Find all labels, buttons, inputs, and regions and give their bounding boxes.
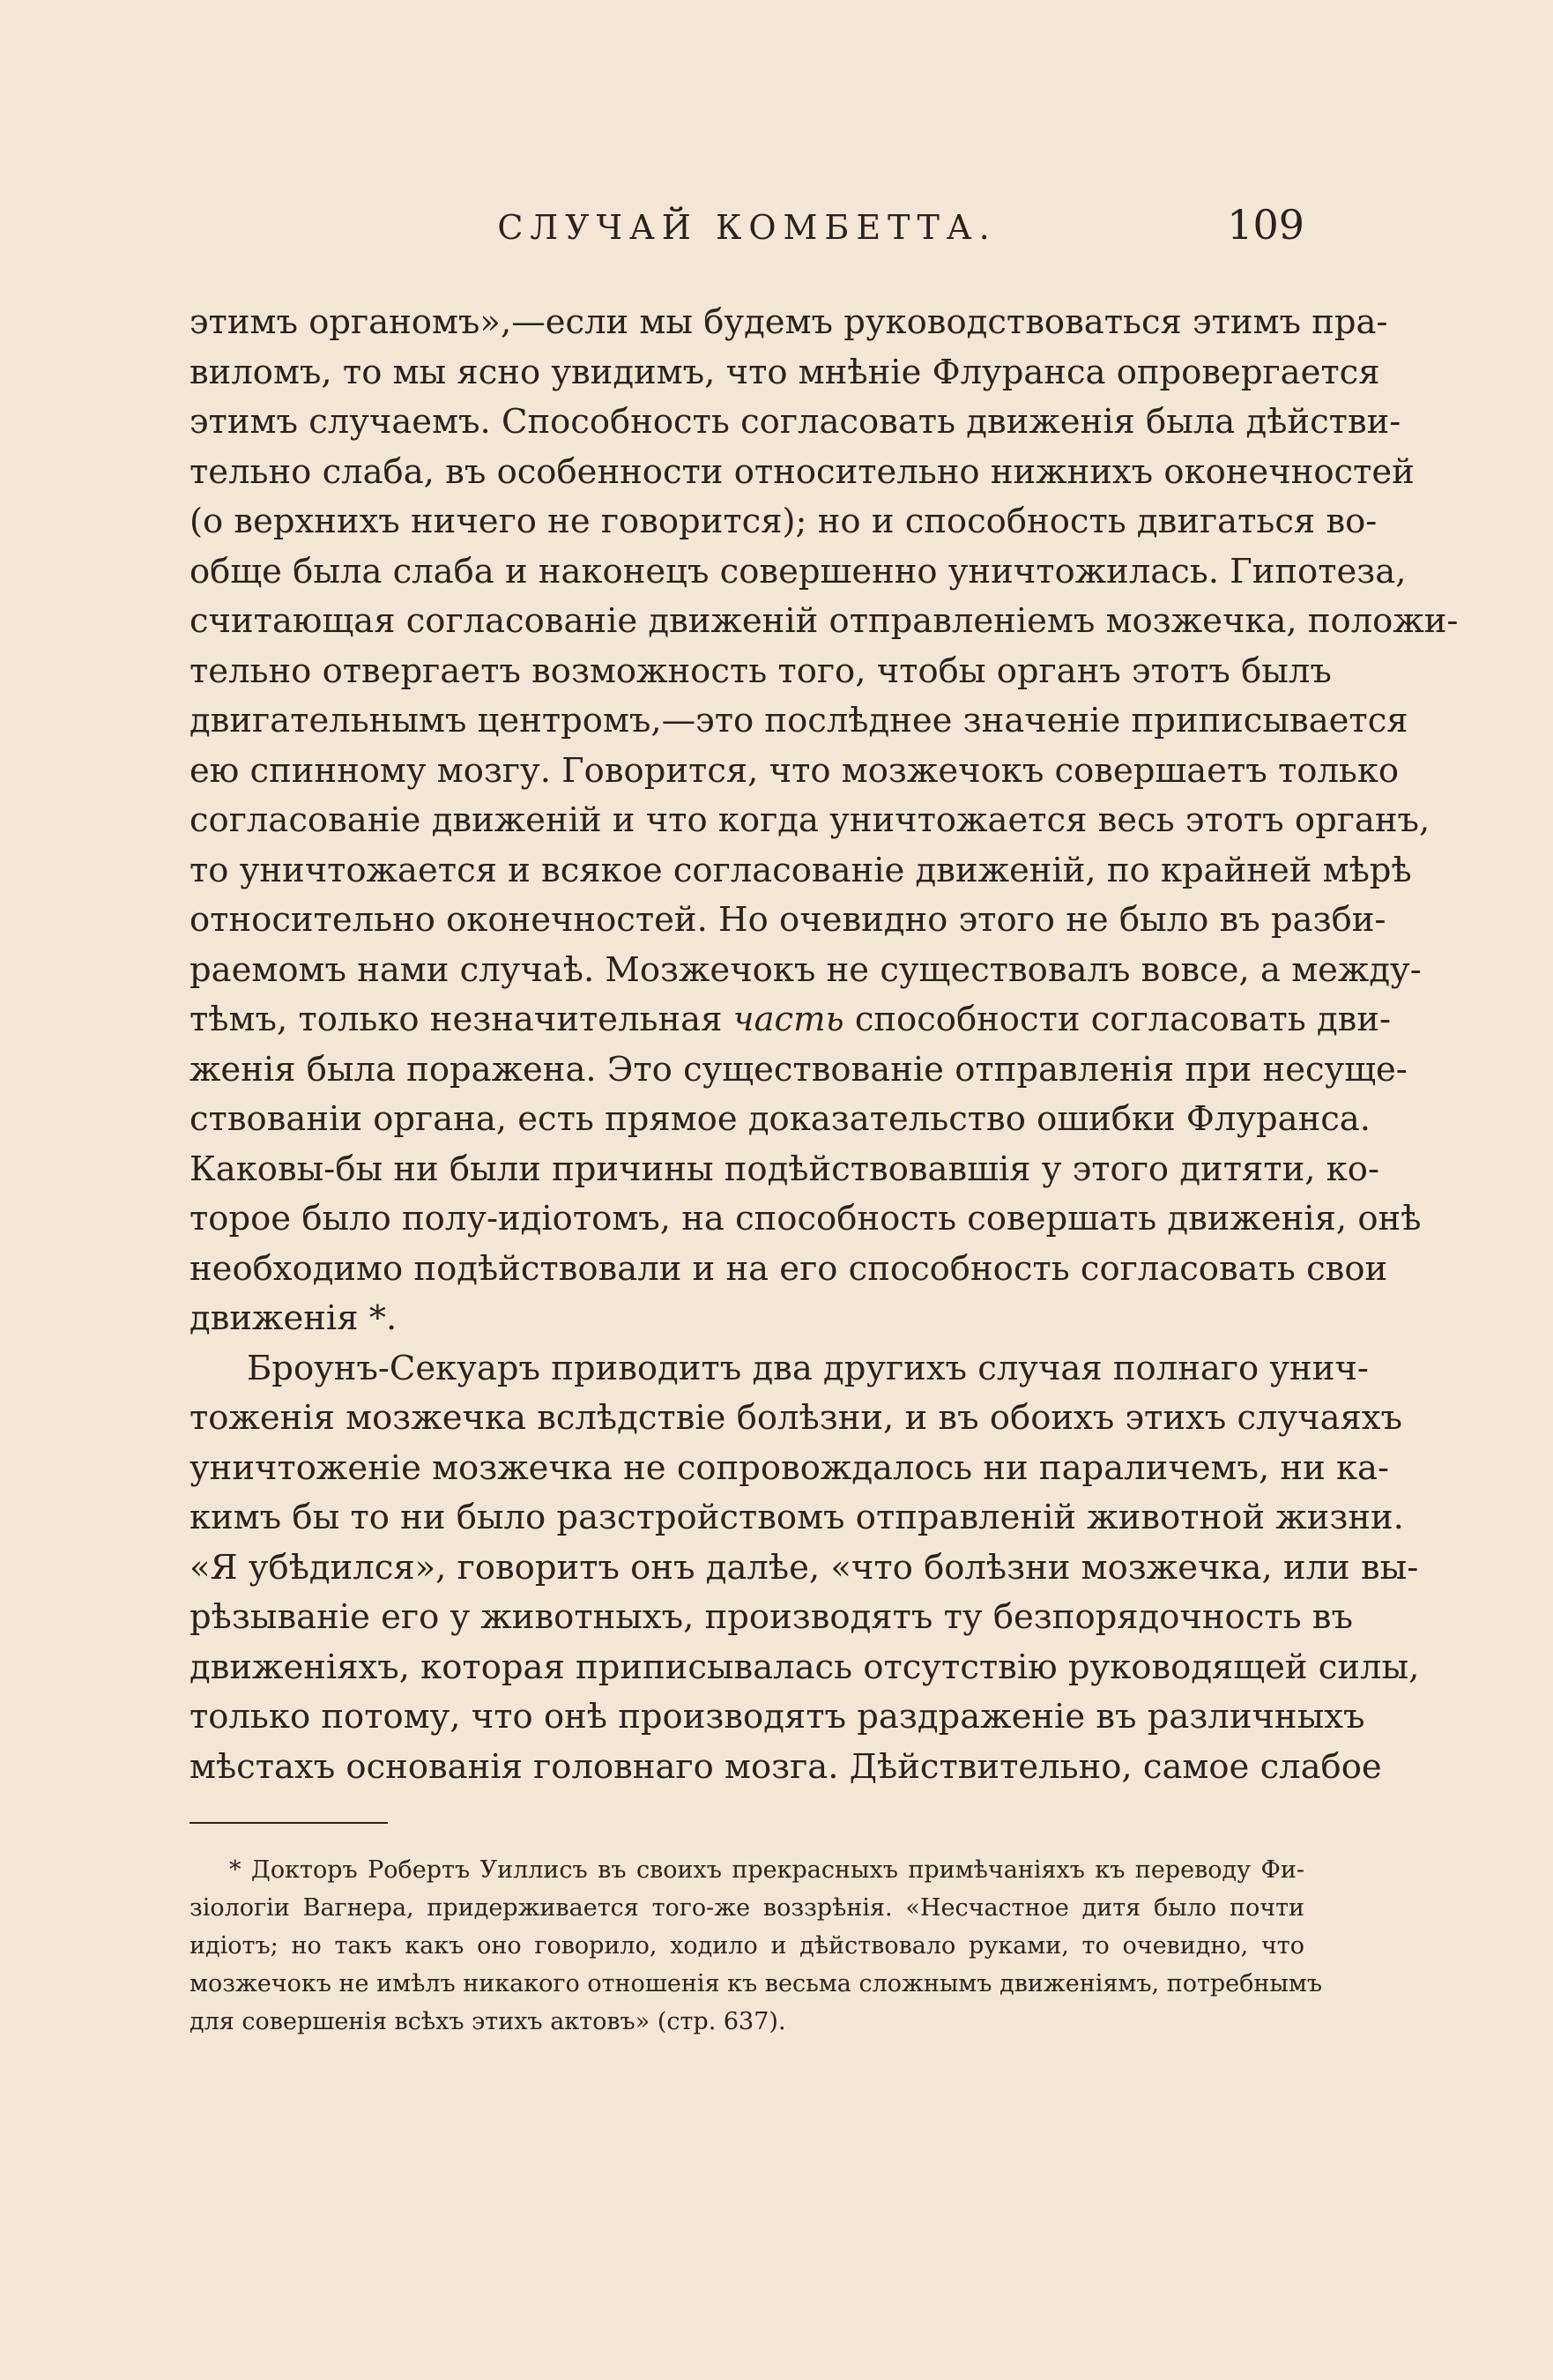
italic-word: часть (732, 1000, 844, 1039)
text-line: движенія *. (189, 1298, 398, 1338)
footnote-line: зіологіи Вагнера, придерживается того-же воззрѣнія. «Несчастное дитя было почти (189, 1894, 1304, 1922)
text-line: женія была поражена. Это существованіе отправленія при несуще- (189, 1049, 1408, 1090)
text-segment: тѣмъ, только незначительная (189, 1000, 723, 1039)
text-line: раемомъ нами случаѣ. Мозжечокъ не существовалъ вовсе, а между- (189, 949, 1422, 990)
text-line: виломъ, то мы ясно увидимъ, что мнѣніе Флуранса опровергается (189, 352, 1380, 392)
text-line: то уничтожается и всякое согласованіе движеній, по крайней мѣрѣ (189, 850, 1412, 890)
footnote (189, 1851, 1323, 2041)
text-line: необходимо подѣйствовали и на его способность согласовать свои (189, 1248, 1388, 1289)
text-line: согласованіе движеній и что когда уничтожается весь этотъ органъ, (189, 800, 1430, 840)
text-line: тельно отвергаетъ возможность того, чтобы органъ этотъ былъ (189, 651, 1332, 691)
text-line: мѣстахъ основанія головнаго мозга. Дѣйствительно, самое слабое (189, 1746, 1382, 1787)
text-line: уничтоженіе мозжечка не сопровождалось ни параличемъ, ни ка- (189, 1447, 1389, 1488)
text-line: ствованіи органа, есть прямое доказательство ошибки Флуранса. (189, 1099, 1371, 1139)
text-line: рѣзываніе его у животныхъ, производятъ ту безпорядочность въ (189, 1597, 1353, 1637)
text-line: кимъ бы то ни было разстройствомъ отправленій животной жизни. (189, 1498, 1404, 1537)
footnote-line: * Докторъ Робертъ Уиллисъ въ своихъ прекрасныхъ примѣчаніяхъ къ переводу Фи- (229, 1856, 1304, 1884)
text-line: только потому, что онѣ производятъ раздраженіе въ различныхъ (189, 1697, 1365, 1737)
text-line: (о верхнихъ ничего не говорится); но и способность двигаться во- (189, 502, 1378, 541)
running-title: СЛУЧАЙ КОМБЕТТА. (497, 208, 997, 247)
text-line: обще была слаба и наконецъ совершенно уничтожилась. Гипотеза, (189, 551, 1407, 591)
text-line-with-italic (189, 995, 1391, 1045)
page-number: 109 (1227, 201, 1304, 249)
text-line: двигательнымъ центромъ,—это послѣднее значеніе приписывается (189, 701, 1408, 740)
footnote-line: мозжечокъ не имѣлъ никакого отношенія къ весьма сложнымъ движеніямъ, потребнымъ (189, 1970, 1323, 1997)
text-line: считающая согласованіе движеній отправленіемъ мозжечка, положи- (189, 601, 1459, 641)
main-text (189, 298, 1459, 1792)
text-line: тоженія мозжечка вслѣдствіе болѣзни, и въ обоихъ этихъ случаяхъ (189, 1398, 1403, 1438)
page-header (189, 201, 1304, 254)
text-line: этимъ случаемъ. Способность согласовать движенія была дѣйстви- (189, 402, 1401, 442)
text-line: этимъ органомъ»,—если мы будемъ руководствоваться этимъ пра- (189, 302, 1388, 342)
text-line: тельно слаба, въ особенности относительно нижнихъ оконечностей (189, 451, 1415, 492)
text-line: «Я убѣдился», говоритъ онъ далѣе, «что болѣзни мозжечка, или вы- (189, 1547, 1419, 1588)
text-line: относительно оконечностей. Но очевидно этого не было въ разби- (189, 900, 1386, 940)
text-line: движеніяхъ, которая приписывалась отсутствію руководящей силы, (189, 1647, 1420, 1687)
text-line: ею спинному мозгу. Говорится, что мозжечокъ совершаетъ только (189, 750, 1400, 791)
footnote-line: идіотъ; но такъ какъ оно говорило, ходило и дѣйствовало руками, то очевидно, что (189, 1932, 1304, 1960)
text-line: торое было полу-идіотомъ, на способность совершать движенія, онѣ (189, 1199, 1422, 1238)
footnote-divider (189, 1822, 388, 1824)
text-segment: способности согласовать дви- (854, 1000, 1391, 1039)
footnote-line: для совершенія всѣхъ этихъ актовъ» (стр. 637). (189, 2008, 786, 2035)
text-line: Броунъ-Секуаръ приводитъ два другихъ случая полнаго унич- (247, 1348, 1369, 1388)
text-line: Каковы-бы ни были причины подѣйствовавшія у этого дитяти, ко- (189, 1149, 1379, 1189)
